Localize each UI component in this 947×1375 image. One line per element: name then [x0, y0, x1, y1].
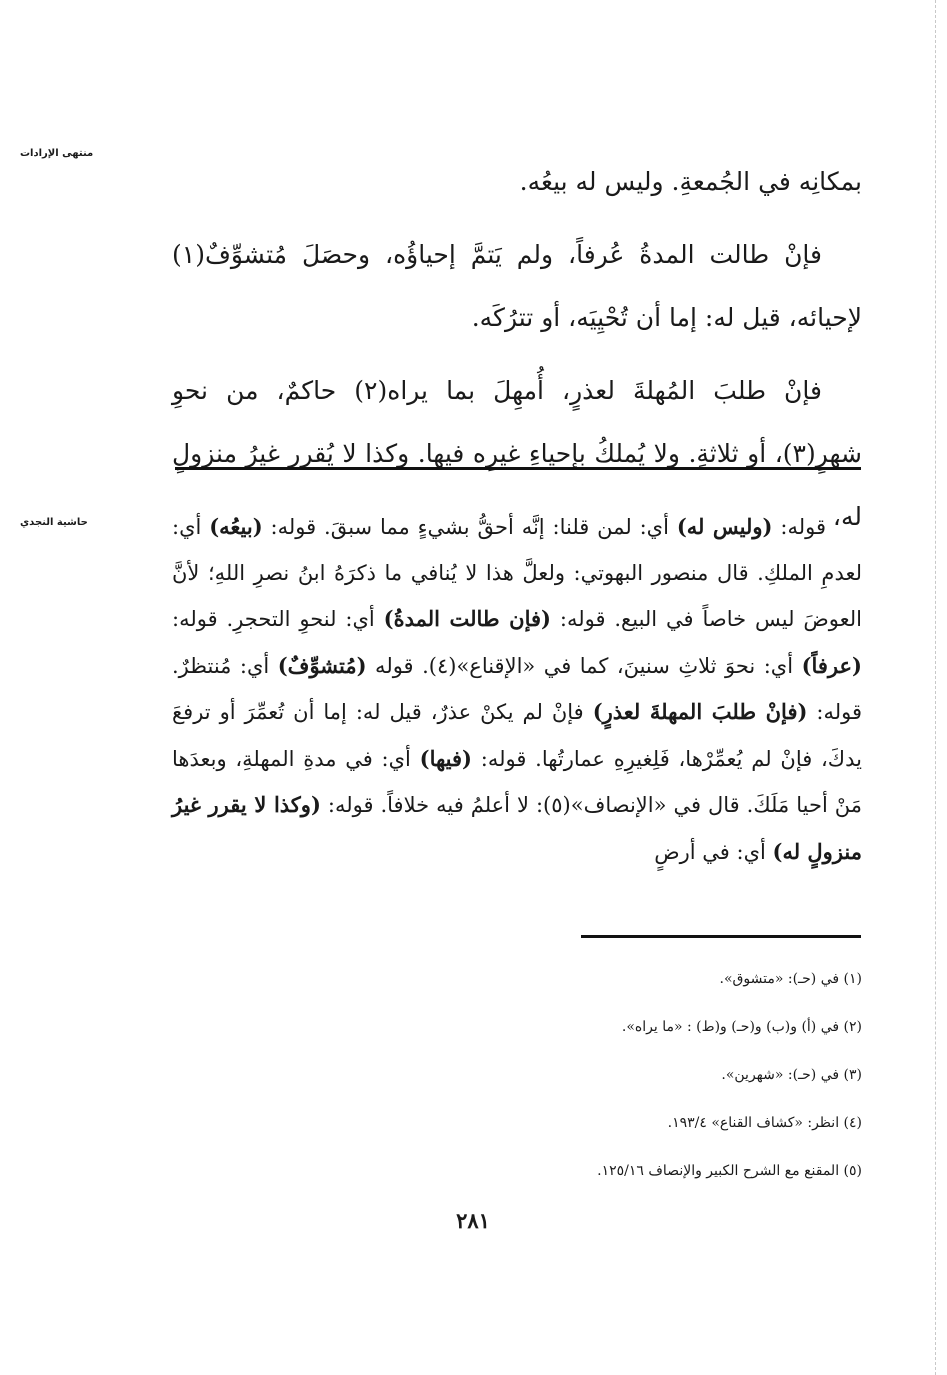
footnote: (٥) المقنع مع الشرح الكبير والإنصاف ١٢٥/١٦.: [597, 1163, 862, 1179]
main-text-paragraph: فإنْ طالت المدةُ عُرفاً، ولم يَتمَّ إحياؤُه، وحصَلَ مُتشوِّفٌ(١) لإحيائه، قيل له: إما أن تُحْيِيَه، أو تترُكَه.: [172, 240, 862, 332]
commentary-segment: أي: نحوَ ثلاثِ سنينَ، كما في «الإقناع»(٤). قوله: [366, 653, 802, 678]
commentary-paragraph: [172, 504, 862, 875]
quoted-term: (عرفاً): [801, 652, 862, 678]
commentary-segment: قوله:: [772, 515, 826, 539]
footnote: (١) في (حـ): «متشوق».: [719, 971, 862, 987]
footnote: (٤) انظر: «كشاف القناع» ١٩٣/٤.: [667, 1115, 862, 1131]
fold-line: [935, 0, 936, 1375]
commentary-segment: أي: في أرضٍ: [654, 839, 773, 864]
quoted-term: (بيعُه): [209, 514, 263, 539]
commentary-segment: أي: لعدمِ الملكِ. قال منصور البهوتي: ولعلَّ هذا لا يُنافي ما ذكرَهُ ابنُ نصرِ اللهِ؛ لأنَّ العوضَ ليس خاصاً في البيع. قوله:: [172, 515, 862, 631]
footnote: (٣) في (حـ): «شهرين».: [721, 1067, 862, 1083]
commentary-segment: أي: مُنتظرٌ. قوله:: [172, 653, 863, 724]
commentary-segment: أي: في مدةِ المهلةِ، وبعدَها مَنْ أحيا مَلَكَ. قال في «الإنصاف»(٥): لا أعلمُ فيه خلافاً. قوله:: [172, 746, 862, 817]
quoted-term: (فإنْ طلبَ المهلةَ لعذرٍ): [592, 699, 808, 724]
quoted-term: (وليس له): [676, 514, 773, 539]
quoted-term: (مُتشوِّفٌ): [277, 652, 367, 678]
footnotes: [172, 955, 862, 1195]
running-header-commentary-title: حاشية النجدي: [20, 517, 88, 528]
commentary-segment: فإنْ لم يكنْ عذرٌ، قيل له: إما أن تُعمِّرَ أو ترفعَ يدكَ، فإنْ لم يُعمِّرْها، فَلِغيرِهِ عمارتُها. قوله:: [172, 700, 862, 771]
footnote: (٢) في (أ) و(ب) و(حـ) و(ط) : «ما يراه».: [621, 1019, 862, 1035]
main-text: [172, 150, 862, 548]
main-text-paragraph: فإنْ طلبَ المُهلةَ لعذرٍ، أُمهِلَ بما يراه(٢) حاكمٌ، من نحوِ شهرٍ(٣)، أو ثلاثةٍ. ولا يُملكُ بإحياءِ غيرِه فيها. وكذا لا يُقرر غيرُ منزولٍ له،: [172, 376, 862, 531]
commentary-segment: أي: لمن قلنا: إنَّه أحقُّ بشيءٍ مما سبقَ. قوله:: [262, 515, 677, 539]
running-header-book-title: منتهى الإرادات: [20, 148, 94, 159]
main-text-line: بمكانِه في الجُمعةِ. وليس له بيعُه.: [519, 167, 862, 196]
quoted-term: (فيها): [419, 745, 472, 771]
quoted-term: (فإن طالت المدةُ): [383, 606, 551, 631]
footnote-divider: [581, 935, 861, 938]
commentary-text: [172, 504, 862, 875]
section-divider: [175, 467, 861, 470]
page-number: ٢٨١: [456, 1208, 490, 1233]
quoted-term: (وكذا لا يقرر غيرُ منزولٍ له): [172, 792, 862, 864]
commentary-segment: أي: لنحوِ التحجرِ. قوله:: [172, 607, 384, 631]
